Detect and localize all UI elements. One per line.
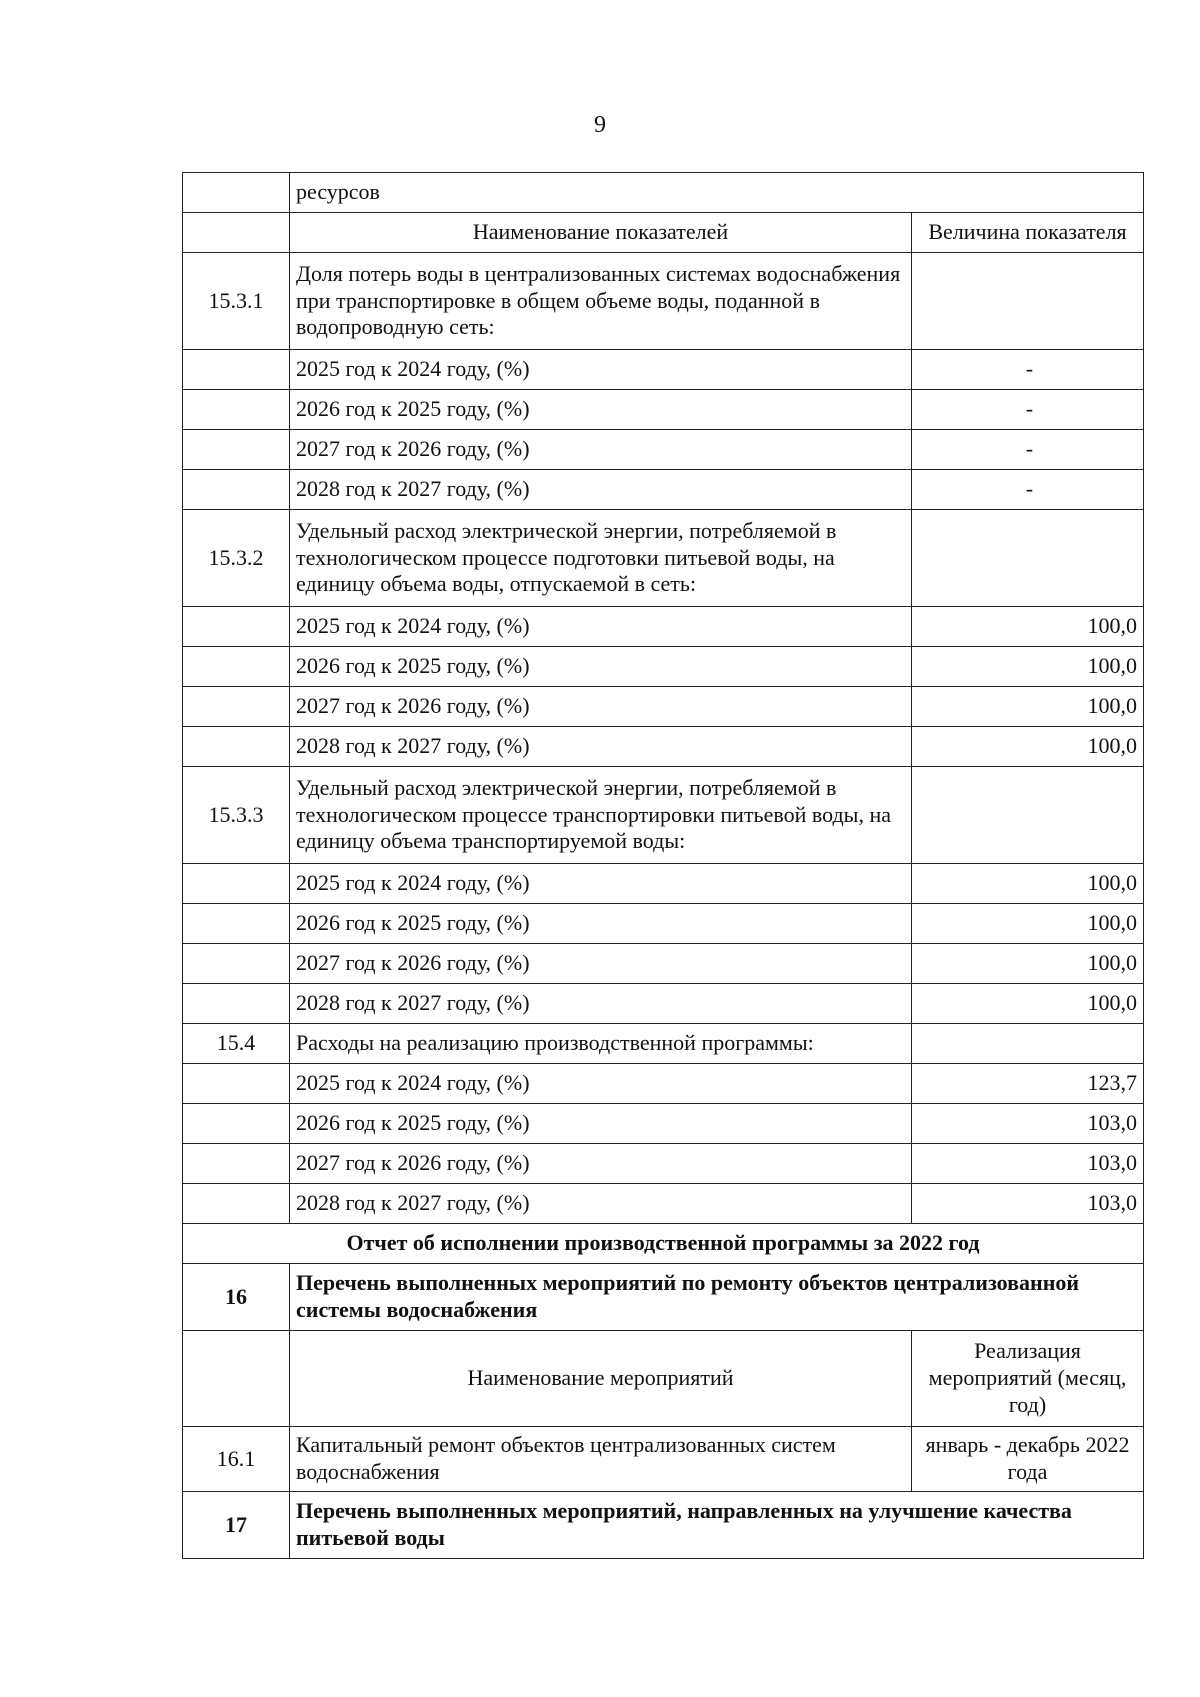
- row-label: 2028 год к 2027 году, (%): [290, 984, 912, 1024]
- row-value: 103,0: [912, 1184, 1144, 1224]
- section-value-cell: [912, 1024, 1144, 1064]
- row-num-cell: [183, 647, 290, 687]
- row-num-cell: [183, 1144, 290, 1184]
- table-row: [183, 1144, 1144, 1184]
- table-row: [183, 350, 1144, 390]
- item-16-1-value: январь - декабрь 2022 года: [912, 1427, 1144, 1492]
- row-label: 2026 год к 2025 году, (%): [290, 390, 912, 430]
- table-row: [183, 1184, 1144, 1224]
- row-value: 103,0: [912, 1144, 1144, 1184]
- row-num-cell: [183, 350, 290, 390]
- section-16-header-value: Реализация мероприятий (месяц, год): [912, 1331, 1144, 1427]
- section-title-row: [183, 767, 1144, 864]
- row-num-cell: [183, 390, 290, 430]
- page-number: 9: [594, 112, 606, 138]
- item-16-1-num: 16.1: [183, 1427, 290, 1492]
- section-value-cell: [912, 767, 1144, 864]
- section-title-row: [183, 510, 1144, 607]
- row-num-cell: [183, 607, 290, 647]
- row-label: 2027 год к 2026 году, (%): [290, 1144, 912, 1184]
- row-num-cell: [183, 944, 290, 984]
- row-label: 2027 год к 2026 году, (%): [290, 687, 912, 727]
- row-label: 2028 год к 2027 году, (%): [290, 727, 912, 767]
- item-16-1-name: Капитальный ремонт объектов централизованных систем водоснабжения: [290, 1427, 912, 1492]
- table-row: [183, 864, 1144, 904]
- row-value: 100,0: [912, 944, 1144, 984]
- section-16-header-row: [183, 1331, 1144, 1427]
- report-title: Отчет об исполнении производственной программы за 2022 год: [183, 1224, 1144, 1264]
- continuation-text: ресурсов: [290, 173, 1144, 213]
- table-row: [183, 904, 1144, 944]
- section-16-header-num-cell: [183, 1331, 290, 1427]
- row-label: 2027 год к 2026 году, (%): [290, 430, 912, 470]
- row-label: 2027 год к 2026 году, (%): [290, 944, 912, 984]
- header-num-cell: [183, 213, 290, 253]
- continuation-row: [183, 173, 1144, 213]
- row-label: 2026 год к 2025 году, (%): [290, 904, 912, 944]
- row-label: 2026 год к 2025 году, (%): [290, 1104, 912, 1144]
- row-num-cell: [183, 1064, 290, 1104]
- table-row: [183, 1064, 1144, 1104]
- table-row: [183, 607, 1144, 647]
- section-16-row: [183, 1264, 1144, 1331]
- section-16-header-name: Наименование мероприятий: [290, 1331, 912, 1427]
- row-num-cell: [183, 430, 290, 470]
- continuation-num-cell: [183, 173, 290, 213]
- section-value-cell: [912, 510, 1144, 607]
- row-value: 100,0: [912, 647, 1144, 687]
- row-value: 123,7: [912, 1064, 1144, 1104]
- row-value: 100,0: [912, 727, 1144, 767]
- section-17-title: Перечень выполненных мероприятий, направленных на улучшение качества питьевой воды: [290, 1492, 1144, 1559]
- section-17-num: 17: [183, 1492, 290, 1559]
- table-row: [183, 984, 1144, 1024]
- table-row: [183, 727, 1144, 767]
- row-num-cell: [183, 1104, 290, 1144]
- section-num: 15.4: [183, 1024, 290, 1064]
- table-row: [183, 944, 1144, 984]
- section-title: Доля потерь воды в централизованных системах водоснабжения при транспортировке в общем объеме воды, поданной в водопроводную сеть:: [290, 253, 912, 350]
- row-value: 100,0: [912, 607, 1144, 647]
- row-num-cell: [183, 864, 290, 904]
- section-16-num: 16: [183, 1264, 290, 1331]
- indicators-table: [182, 172, 1144, 1559]
- row-label: 2025 год к 2024 году, (%): [290, 1064, 912, 1104]
- table-row: [183, 390, 1144, 430]
- row-label: 2025 год к 2024 году, (%): [290, 607, 912, 647]
- row-label: 2026 год к 2025 году, (%): [290, 647, 912, 687]
- section-title: Расходы на реализацию производственной программы:: [290, 1024, 912, 1064]
- row-value: 100,0: [912, 864, 1144, 904]
- row-label: 2028 год к 2027 году, (%): [290, 1184, 912, 1224]
- row-num-cell: [183, 904, 290, 944]
- row-label: 2025 год к 2024 году, (%): [290, 350, 912, 390]
- row-label: 2025 год к 2024 году, (%): [290, 864, 912, 904]
- report-title-row: [183, 1224, 1144, 1264]
- row-value: 100,0: [912, 984, 1144, 1024]
- section-title: Удельный расход электрической энергии, потребляемой в технологическом процессе транспортировки питьевой воды, на единицу объема транспортируемой воды:: [290, 767, 912, 864]
- row-num-cell: [183, 687, 290, 727]
- row-num-cell: [183, 727, 290, 767]
- row-num-cell: [183, 984, 290, 1024]
- row-value: -: [912, 390, 1144, 430]
- table-row: [183, 1104, 1144, 1144]
- section-num: 15.3.2: [183, 510, 290, 607]
- row-value: 100,0: [912, 687, 1144, 727]
- header-name: Наименование показателей: [290, 213, 912, 253]
- section-value-cell: [912, 253, 1144, 350]
- row-value: -: [912, 430, 1144, 470]
- row-value: 100,0: [912, 904, 1144, 944]
- section-num: 15.3.3: [183, 767, 290, 864]
- section-title-row: [183, 1024, 1144, 1064]
- section-title-row: [183, 253, 1144, 350]
- row-value: -: [912, 350, 1144, 390]
- section-title: Удельный расход электрической энергии, потребляемой в технологическом процессе подготовки питьевой воды, на единицу объема воды, отпускаемой в сеть:: [290, 510, 912, 607]
- row-value: 103,0: [912, 1104, 1144, 1144]
- row-value: -: [912, 470, 1144, 510]
- header-value: Величина показателя: [912, 213, 1144, 253]
- table-row: [183, 687, 1144, 727]
- table-row: [183, 430, 1144, 470]
- row-num-cell: [183, 1184, 290, 1224]
- section-17-row: [183, 1492, 1144, 1559]
- table-row: [183, 647, 1144, 687]
- section-num: 15.3.1: [183, 253, 290, 350]
- indicators-header-row: [183, 213, 1144, 253]
- row-num-cell: [183, 470, 290, 510]
- row-label: 2028 год к 2027 году, (%): [290, 470, 912, 510]
- section-16-title: Перечень выполненных мероприятий по ремонту объектов централизованной системы водоснабжения: [290, 1264, 1144, 1331]
- section-16-item-row: [183, 1427, 1144, 1492]
- table-row: [183, 470, 1144, 510]
